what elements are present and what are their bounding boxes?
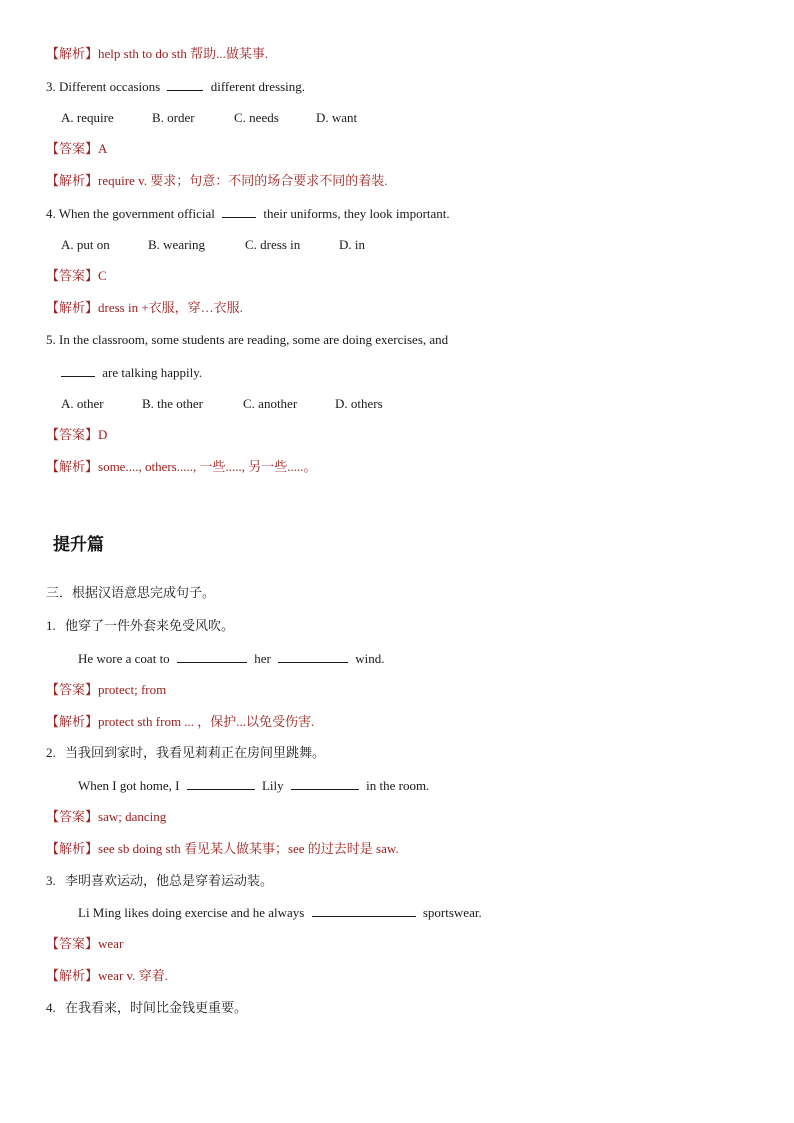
question-number: 4.	[46, 206, 56, 221]
question-text: When the government official	[58, 206, 215, 221]
answer-label: 【答案】	[46, 683, 99, 698]
analysis-label: 【解析】	[46, 715, 99, 730]
option-d: D. others	[335, 396, 383, 411]
translation-question-3	[46, 873, 273, 890]
sentence-part: When I got home, I	[78, 778, 180, 793]
question-5	[46, 332, 448, 348]
answer-blank	[312, 904, 416, 917]
chinese-prompt: 在我看来，时间比金钱更重要。	[65, 1001, 248, 1016]
option-b: B. the other	[142, 396, 204, 411]
option-a: A. other	[61, 396, 104, 411]
question-number: 5.	[46, 332, 56, 347]
analysis-text: require v. 要求；句意：不同的场合要求不同的着装.	[98, 173, 388, 188]
analysis-line	[46, 714, 314, 731]
answer-blank	[222, 205, 256, 218]
option-d: D. in	[339, 237, 365, 252]
answer-blank	[291, 777, 359, 790]
option-a: A. require	[61, 110, 114, 125]
sentence-part: He wore a coat to	[78, 651, 170, 666]
analysis-line	[46, 300, 243, 317]
answer-blank	[61, 364, 95, 377]
answer-line	[46, 427, 107, 444]
question-number: 2.	[46, 745, 56, 760]
question-text: different dressing.	[210, 79, 306, 94]
question-text: are talking happily.	[102, 365, 203, 380]
answer-label: 【答案】	[46, 937, 99, 952]
answer-blank	[278, 650, 348, 663]
answer-blank	[167, 78, 203, 91]
sentence-part: in the room.	[366, 778, 430, 793]
answer-label: 【答案】	[46, 142, 99, 157]
english-sentence	[78, 650, 385, 667]
analysis-text: wear v. 穿着.	[98, 968, 168, 983]
section-instruction: 三．根据汉语意思完成句子。	[46, 586, 216, 601]
translation-question-4	[46, 1000, 247, 1017]
question-5-continued	[61, 364, 202, 381]
analysis-text: see sb doing sth 看见某人做某事；see 的过去时是 saw.	[98, 841, 399, 856]
section-title: 提升篇	[53, 535, 104, 555]
analysis-text: dress in +衣服，穿…衣服.	[98, 300, 243, 315]
analysis-line	[46, 968, 168, 985]
option-c: C. needs	[234, 110, 279, 125]
analysis-line	[46, 841, 399, 858]
question-number: 3.	[46, 79, 56, 94]
english-sentence	[78, 904, 482, 921]
sentence-part: her	[254, 651, 271, 666]
chinese-prompt: 李明喜欢运动，他总是穿着运动装。	[65, 874, 274, 889]
answer-blank	[177, 650, 247, 663]
answer-text: C	[98, 268, 107, 283]
analysis-label: 【解析】	[46, 47, 99, 62]
analysis-label: 【解析】	[46, 460, 99, 475]
answer-text: protect; from	[98, 682, 167, 697]
option-a: A. put on	[61, 237, 110, 252]
answer-line	[46, 268, 107, 285]
option-d: D. want	[316, 110, 358, 125]
option-c: C. another	[243, 396, 298, 411]
translation-question-2	[46, 745, 325, 762]
analysis-text: some...., others....., 一些....., 另一些.....。	[98, 459, 317, 474]
answer-blank	[187, 777, 255, 790]
sentence-part: Lily	[261, 778, 284, 793]
analysis-line	[46, 173, 387, 190]
answer-label: 【答案】	[46, 428, 99, 443]
answer-label: 【答案】	[46, 810, 99, 825]
answer-line	[46, 936, 123, 953]
question-number: 1.	[46, 618, 56, 633]
question-3	[46, 78, 305, 95]
answer-text: saw; dancing	[98, 809, 167, 824]
sentence-part: Li Ming likes doing exercise and he always	[78, 905, 305, 920]
analysis-label: 【解析】	[46, 842, 99, 857]
answer-text: D	[98, 427, 108, 442]
sentence-part: sportswear.	[422, 905, 482, 920]
question-text: their uniforms, they look important.	[263, 206, 450, 221]
option-c: C. dress in	[245, 237, 301, 252]
question-number: 4.	[46, 1000, 56, 1015]
answer-label: 【答案】	[46, 269, 99, 284]
answer-line	[46, 682, 166, 699]
answer-text: A	[98, 141, 108, 156]
option-b: B. wearing	[148, 237, 206, 252]
analysis-label: 【解析】	[46, 174, 99, 189]
answer-text: wear	[98, 936, 124, 951]
question-4	[46, 205, 450, 222]
analysis-text: protect sth from ... ，保护...以免受伤害.	[98, 714, 315, 729]
chinese-prompt: 当我回到家时，我看见莉莉正在房间里跳舞。	[65, 746, 326, 761]
question-text: Different occasions	[59, 79, 161, 94]
analysis-label: 【解析】	[46, 969, 99, 984]
analysis-line	[46, 459, 316, 476]
translation-question-1	[46, 618, 234, 635]
question-text: In the classroom, some students are reading, some are doing exercises, and	[59, 332, 449, 347]
sentence-part: wind.	[355, 651, 385, 666]
answer-line	[46, 141, 107, 158]
option-b: B. order	[152, 110, 195, 125]
answer-line	[46, 809, 166, 826]
english-sentence	[78, 777, 429, 794]
analysis-text: help sth to do sth 帮助...做某事.	[98, 46, 269, 61]
analysis-label: 【解析】	[46, 301, 99, 316]
chinese-prompt: 他穿了一件外套来免受风吹。	[65, 619, 235, 634]
analysis-line	[46, 46, 268, 63]
question-number: 3.	[46, 873, 56, 888]
